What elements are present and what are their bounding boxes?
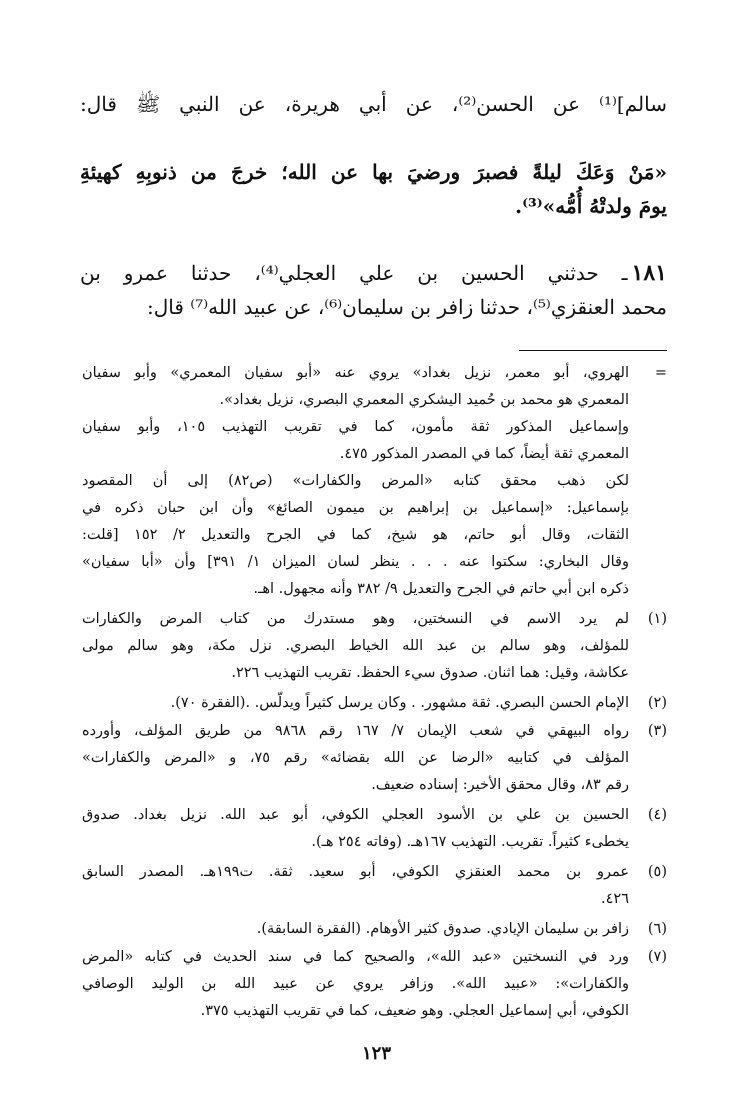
footnote-1 bbox=[80, 612, 667, 636]
footnote-line: والكفارات»: «عبيد الله». وزافر يروي عن عبيد الله بن الوليد الوصافي bbox=[82, 976, 629, 992]
hadith-quote-line: يومَ ولدتْهُ أُمُّه»⁽³⁾. bbox=[515, 194, 667, 218]
footnote-continued bbox=[80, 501, 667, 525]
footnote-3 bbox=[80, 751, 667, 775]
footnote-7 bbox=[80, 1004, 667, 1028]
footnote-line: الهروي، أبو معمر، نزيل بغداد» يروي عنه «أبو سفيان المعمري» وأبو سفيان bbox=[82, 365, 629, 381]
footnote-line: الثقات، وقال أبو حاتم، هو شيخ، كما في الجرح والتعديل ٢/ ١٥٢ [قلت: bbox=[82, 527, 630, 543]
footnote-marker: (١) bbox=[647, 611, 667, 627]
footnote-4 bbox=[80, 835, 667, 859]
footnote-line: الإمام الحسن البصري. ثقة مشهور. . وكان يرسل كثيراً ويدلّس. .(الفقرة ٧٠). bbox=[170, 695, 629, 711]
footnote-continued bbox=[80, 555, 667, 579]
footnote-line: عمرو بن محمد العنقزي الكوفي، أبو سعيد. ثقة. ت١٩٩هـ. المصدر السابق bbox=[82, 864, 630, 880]
footnote-line: الحسين بن علي بن الأسود العجلي الكوفي، أبو عبد الله. نزيل بغداد. صدوق bbox=[82, 807, 629, 823]
footnote-line: للمؤلف، وهو سالم بن عبد الله الخياط البصري. نزل مكة، وهو سالم مولى bbox=[82, 638, 629, 654]
page-number: ١٢٣ bbox=[361, 1043, 391, 1064]
hadith-quote-line: «مَنْ وَعَكَ ليلةً فصبرَ ورضيَ بها عن الله؛ خرجَ من ذنوبِهِ كهيئةِ bbox=[80, 160, 667, 184]
footnote-line: بإسماعيل: «إسماعيل بن إبراهيم بن ميمون الصائغ» وأن ابن حبان ذكره في bbox=[82, 500, 629, 516]
footnote-marker: (٣) bbox=[647, 723, 667, 739]
hadith-isnad-line: محمد العنقزي⁽⁵⁾، حدثنا زافر بن سليمان⁽⁶⁾، عن عبيد الله⁽⁷⁾ قال: bbox=[146, 295, 667, 319]
footnote-6 bbox=[80, 922, 667, 946]
footnote-continued bbox=[80, 528, 667, 552]
footnote-marker: = bbox=[654, 365, 667, 381]
footnote-3 bbox=[80, 724, 667, 748]
footnote-7 bbox=[80, 977, 667, 1001]
footnote-line: ورد في النسختين «عبد الله»، والصحيح كما في سند الحديث في كتابه «المرض bbox=[82, 949, 629, 965]
footnote-marker: (٦) bbox=[647, 921, 667, 937]
footnote-line: رواه البيهقي في شعب الإيمان ٧/ ١٦٧ رقم ٩٨٦٨ من طريق المؤلف، وأورده bbox=[82, 723, 629, 739]
main-para-line: سالم]⁽¹⁾ عن الحسن⁽²⁾، عن أبي هريرة، عن النبي ﷺ قال: bbox=[80, 92, 667, 116]
footnote-2 bbox=[80, 696, 667, 720]
footnote-line: الكوفي، أبي إسماعيل العجلي. وهو ضعيف، كما في تقريب التهذيب ٣٧٥. bbox=[200, 1003, 629, 1019]
footnote-line: المؤلف في كتابيه «الرضا عن الله بقضائه» رقم ٧٥، و «المرض والكفارات» bbox=[82, 750, 629, 766]
footnote-1 bbox=[80, 666, 667, 690]
footnote-line: زافر بن سليمان الإيادي. صدوق كثير الأوهام. (الفقرة السابقة). bbox=[256, 921, 629, 937]
footnote-continued bbox=[80, 447, 667, 471]
footnote-marker: (٥) bbox=[647, 864, 667, 880]
footnote-marker: (٧) bbox=[647, 949, 667, 965]
footnote-5 bbox=[80, 892, 667, 916]
footnote-line: لكن ذهب محقق كتابه «المرض والكفارات» (ص٨٢) إلى أن المقصود bbox=[82, 473, 629, 489]
footnote-line: المعمري هو محمد بن حُميد اليشكري المعمري البصري، نزيل بغداد». bbox=[219, 392, 629, 408]
footnote-line: المعمري ثقة أيضاً، كما في المصدر المذكور ٤٧٥. bbox=[339, 446, 629, 462]
footnote-line: وإسماعيل المذكور ثقة مأمون، كما في تقريب التهذيب ١٠٥، وأبو سفيان bbox=[82, 419, 629, 435]
footnote-line: لم يرد الاسم في النسختين، وهو مستدرك من كتاب المرض والكفارات bbox=[82, 611, 629, 627]
footnote-line: وقال البخاري: سكتوا عنه . . . ينظر لسان الميزان ١/ ٣٩١] وأن «أبا سفيان» bbox=[82, 554, 629, 570]
footnote-7 bbox=[80, 950, 667, 974]
isnad-text: ـ حدثني الحسين بن علي العجلي⁽⁴⁾، حدثنا عمرو بن bbox=[80, 261, 628, 285]
footnote-marker: (٤) bbox=[647, 807, 667, 823]
footnote-marker: (٢) bbox=[647, 695, 667, 711]
footnote-4 bbox=[80, 808, 667, 832]
footnote-continued bbox=[80, 474, 667, 498]
footnote-line: ذكره ابن أبي حاتم في الجرح والتعديل ٩/ ٣٨٢ وأنه مجهول. اهـ. bbox=[253, 581, 629, 597]
footnote-5 bbox=[80, 865, 667, 889]
footnote-3 bbox=[80, 778, 667, 802]
footnote-continued bbox=[80, 393, 667, 417]
footnote-line: يخطىء كثيراً. تقريب. التهذيب ١٦٧هـ. (وفاته ٢٥٤ هـ). bbox=[311, 834, 629, 850]
footnote-line: ٤٢٦. bbox=[601, 891, 629, 907]
hadith-isnad-line bbox=[80, 262, 667, 284]
hadith-number: ١٨١ bbox=[631, 260, 667, 286]
footnote-continued bbox=[80, 366, 667, 390]
footnote-separator bbox=[519, 350, 667, 351]
footnote-continued bbox=[80, 420, 667, 444]
footnote-1 bbox=[80, 639, 667, 663]
footnote-line: رقم ٨٣، وقال محقق الأخير: إسناده ضعيف. bbox=[371, 777, 629, 793]
footnote-continued bbox=[80, 582, 667, 606]
footnote-line: عكاشة، وقيل: هما اثنان. صدوق سيء الحفظ. تقريب التهذيب ٢٢٦. bbox=[231, 665, 629, 681]
